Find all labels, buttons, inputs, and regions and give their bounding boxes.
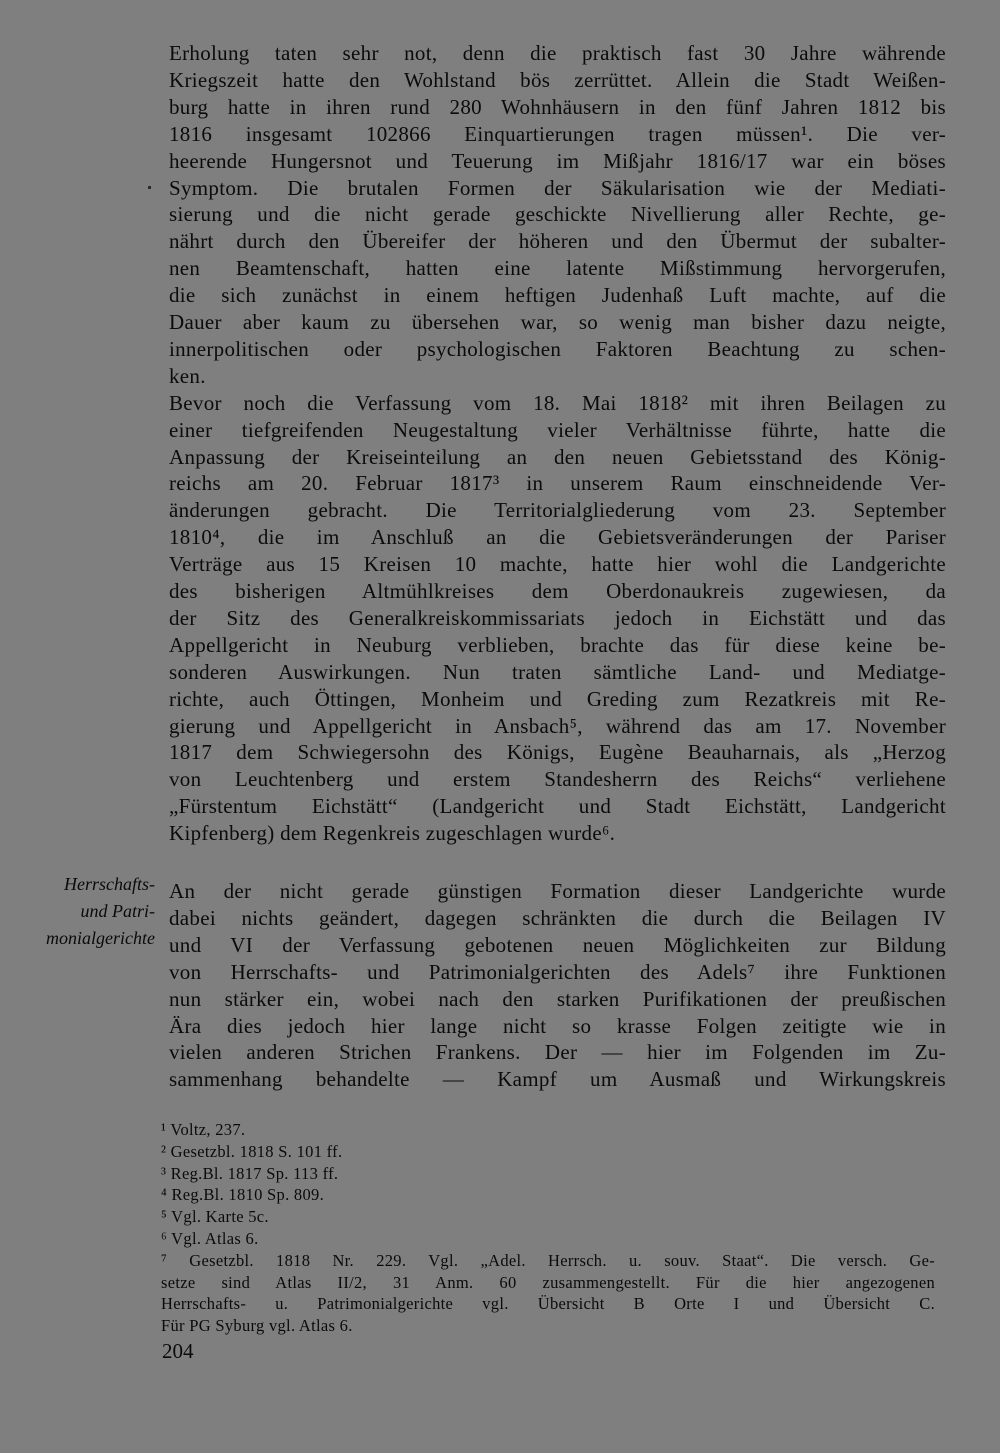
body-text-line: der Sitz des Generalkreiskommissariats jedoch in Eichstätt und das — [169, 605, 946, 630]
body-text-line: innerpolitischen oder psychologischen Faktoren Beachtung zu schen- — [169, 336, 946, 361]
body-text-line: Bevor noch die Verfassung vom 18. Mai 1818² mit ihren Beilagen zu — [169, 390, 946, 415]
body-text-line: 1816 insgesamt 102866 Einquartierungen tragen müssen¹. Die ver- — [169, 121, 946, 146]
section-text-line: sammenhang behandelte — Kampf um Ausmaß und Wirkungskreis — [169, 1067, 946, 1092]
section-text-line: und VI der Verfassung gebotenen neuen Möglichkeiten zur Bildung — [169, 932, 946, 957]
body-text-line: nährt durch den Übereifer der höheren und den Übermut der subalter- — [169, 229, 946, 254]
footnote-line: ³ Reg.Bl. 1817 Sp. 113 ff. — [161, 1163, 339, 1183]
footnote-line: ¹ Voltz, 237. — [161, 1120, 246, 1139]
body-text-line: burg hatte in ihren rund 280 Wohnhäusern in den fünf Jahren 1812 bis — [169, 94, 946, 119]
section-text-line: dabei nichts geändert, dagegen schränkten die durch die Beilagen IV — [169, 905, 946, 930]
body-text-line: nen Beamtenschaft, hatten eine latente Mißstimmung hervorgerufen, — [169, 256, 946, 281]
footnote-line: Herrschafts- u. Patrimonialgerichte vgl. Übersicht B Orte I und Übersicht C. — [161, 1294, 935, 1314]
body-text-line: Verträge aus 15 Kreisen 10 machte, hatte hier wohl die Landgerichte — [169, 552, 946, 577]
body-text-line: 1817 dem Schwiegersohn des Königs, Eugène Beauharnais, als „Herzog — [169, 740, 946, 765]
body-text-line: Symptom. Die brutalen Formen der Säkularisation wie der Mediati- — [169, 175, 946, 200]
footnote-line: Für PG Syburg vgl. Atlas 6. — [161, 1316, 353, 1336]
body-text-line: änderungen gebracht. Die Territorialgliederung vom 23. September — [169, 498, 946, 523]
footnote-line: ⁶ Vgl. Atlas 6. — [161, 1229, 259, 1248]
body-text-line: gierung und Appellgericht in Ansbach⁵, während das am 17. November — [169, 713, 946, 738]
margin-mark — [148, 186, 151, 189]
section-text-line: nun stärker ein, wobei nach den starken Purifikationen der preußischen — [169, 986, 946, 1011]
body-text-line: Kipfenberg) dem Regenkreis zugeschlagen wurde⁶. — [169, 821, 616, 846]
body-text-line: von Leuchtenberg und erstem Standesherrn des Reichs“ verliehene — [169, 767, 946, 792]
body-text-line: sonderen Auswirkungen. Nun traten sämtliche Land- und Mediatge- — [169, 659, 946, 684]
section-text-line: von Herrschafts- und Patrimonialgerichten des Adels⁷ ihre Funktionen — [169, 959, 946, 984]
body-text-line: Kriegszeit hatte den Wohlstand bös zerrüttet. Allein die Stadt Weißen- — [169, 67, 946, 92]
body-text-line: sierung und die nicht gerade geschickte Nivellierung aller Rechte, ge- — [169, 202, 946, 227]
body-text-line: „Fürstentum Eichstätt“ (Landgericht und Stadt Eichstätt, Landgericht — [169, 794, 946, 819]
body-text-line: 1810⁴, die im Anschluß an die Gebietsveränderungen der Pariser — [169, 525, 946, 550]
body-text-line: Appellgericht in Neuburg verblieben, brachte das für diese keine be- — [169, 632, 946, 657]
page-number: 204 — [162, 1339, 194, 1363]
footnote-line: ⁴ Reg.Bl. 1810 Sp. 809. — [161, 1185, 324, 1205]
footnote-line: ² Gesetzbl. 1818 S. 101 ff. — [161, 1141, 343, 1161]
body-text-line: Anpassung der Kreiseinteilung an den neuen Gebietsstand des König- — [169, 444, 946, 469]
body-text-line: heerende Hungersnot und Teuerung im Mißjahr 1816/17 war ein böses — [169, 148, 946, 173]
footnote-line: ⁵ Vgl. Karte 5c. — [161, 1207, 269, 1227]
margin-note-herrschaftsgerichte — [18, 871, 155, 952]
body-text-line: einer tiefgreifenden Neugestaltung vieler Verhältnisse führte, hatte die — [169, 417, 946, 442]
margin-note-line: monialgerichte — [46, 928, 155, 948]
footnote-line: ⁷ Gesetzbl. 1818 Nr. 229. Vgl. „Adel. Herrsch. u. souv. Staat“. Die versch. Ge- — [161, 1250, 935, 1270]
body-text-line: richte, auch Öttingen, Monheim und Greding zum Rezatkreis mit Re- — [169, 686, 946, 711]
margin-note-line: und Patri- — [80, 901, 155, 921]
footnote-line: setze sind Atlas II/2, 31 Anm. 60 zusammengestellt. Für die hier angezogenen — [161, 1272, 935, 1292]
section-text-line: Ära dies jedoch hier lange nicht so krasse Folgen zeitigte wie in — [169, 1013, 946, 1038]
body-text-line: Dauer aber kaum zu übersehen war, so wenig man bisher dazu neigte, — [169, 310, 946, 334]
body-text-line: des bisherigen Altmühlkreises dem Oberdonaukreis zugewiesen, da — [169, 579, 946, 603]
body-text-line: die sich zunächst in einem heftigen Judenhaß Luft machte, auf die — [169, 283, 946, 308]
section-text-line: vielen anderen Strichen Frankens. Der — hier im Folgenden im Zu- — [169, 1040, 946, 1065]
margin-note-line: Herrschafts- — [64, 874, 155, 894]
body-text-line: ken. — [169, 363, 206, 388]
section-text-line: An der nicht gerade günstigen Formation dieser Landgerichte wurde — [169, 879, 946, 903]
body-text-line: Erholung taten sehr not, denn die praktisch fast 30 Jahre währende — [169, 41, 946, 65]
body-text-line: reichs am 20. Februar 1817³ in unserem Raum einschneidende Ver- — [169, 471, 946, 496]
